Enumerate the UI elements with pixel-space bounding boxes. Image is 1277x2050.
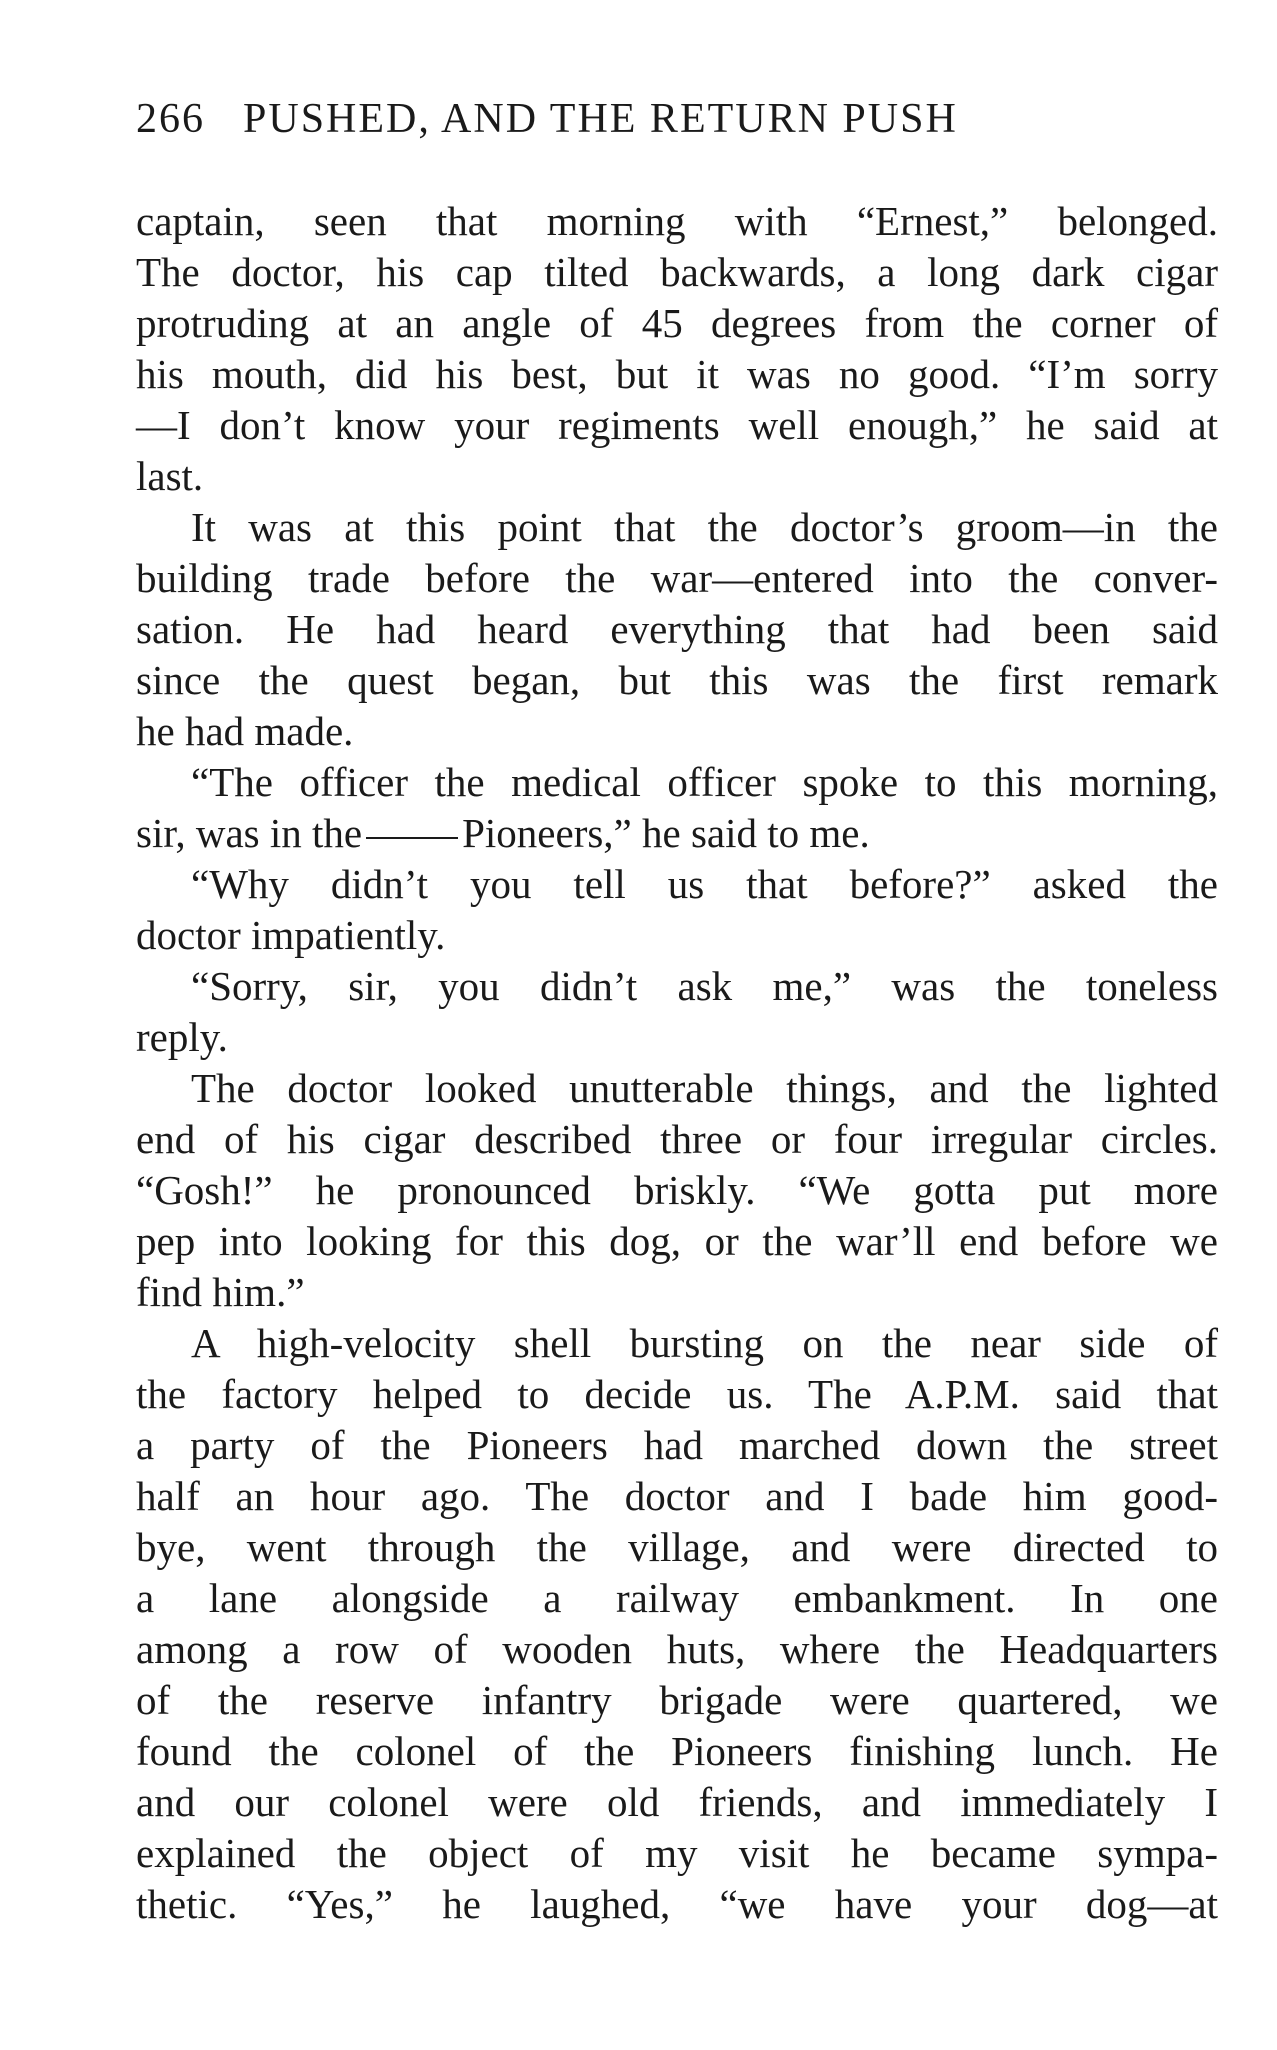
running-head	[136, 98, 1136, 140]
text-line: since the quest began, but this was the first remark	[136, 657, 1218, 703]
text-line: A high-velocity shell bursting on the near side of	[191, 1320, 1218, 1366]
text-line: his mouth, did his best, but it was no good. “I’m sorry	[136, 351, 1218, 397]
text-line: “Gosh!” he pronounced briskly. “We gotta put more	[136, 1167, 1218, 1213]
text-line: a lane alongside a railway embankment. In one	[136, 1575, 1218, 1621]
text-line: “Why didn’t you tell us that before?” asked the	[191, 861, 1218, 907]
text-line: building trade before the war—entered into the conver-	[136, 555, 1218, 601]
text-line: of the reserve infantry brigade were quartered, we	[136, 1677, 1218, 1723]
text-line: sation. He had heard everything that had been said	[136, 606, 1218, 652]
text-line: bye, went through the village, and were directed to	[136, 1524, 1218, 1570]
text-line: protruding at an angle of 45 degrees from the corner of	[136, 300, 1218, 346]
text-line: The doctor, his cap tilted backwards, a long dark cigar	[136, 249, 1218, 295]
text-line: last.	[136, 453, 204, 499]
text-line: thetic. “Yes,” he laughed, “we have your dog—at	[136, 1881, 1218, 1927]
text-line: explained the object of my visit he became sympa-	[136, 1830, 1218, 1876]
text-line: “Sorry, sir, you didn’t ask me,” was the toneless	[191, 963, 1218, 1009]
text-line: “The officer the medical officer spoke to this morning,	[191, 759, 1218, 805]
text-line: he had made.	[136, 708, 354, 754]
blank-dash	[366, 837, 458, 839]
text-line	[136, 808, 1218, 859]
text-line: reply.	[136, 1014, 228, 1060]
text-line: The doctor looked unutterable things, and the lighted	[191, 1065, 1218, 1111]
text-line: among a row of wooden huts, where the Headquarters	[136, 1626, 1218, 1672]
text-line: pep into looking for this dog, or the war’ll end before we	[136, 1218, 1218, 1264]
text-line: doctor impatiently.	[136, 912, 446, 958]
text-line: find him.”	[136, 1269, 305, 1315]
text-line: and our colonel were old friends, and immediately I	[136, 1779, 1218, 1825]
text-line: a party of the Pioneers had marched down the street	[136, 1422, 1218, 1468]
text-line-part: sir, was in the	[136, 810, 363, 856]
text-line: end of his cigar described three or four irregular circles.	[136, 1116, 1218, 1162]
body-text	[136, 196, 1218, 1930]
running-title: PUSHED, AND THE RETURN PUSH	[243, 96, 958, 142]
text-line: It was at this point that the doctor’s groom—in the	[191, 504, 1218, 550]
text-line: —I don’t know your regiments well enough,” he said at	[136, 402, 1218, 448]
page-number: 266	[136, 96, 205, 142]
text-line-part: Pioneers,” he said to me.	[462, 810, 870, 856]
text-line: the factory helped to decide us. The A.P.M. said that	[136, 1371, 1218, 1417]
text-line: half an hour ago. The doctor and I bade him good-	[136, 1473, 1218, 1519]
text-line: found the colonel of the Pioneers finishing lunch. He	[136, 1728, 1218, 1774]
text-line: captain, seen that morning with “Ernest,” belonged.	[136, 198, 1218, 244]
